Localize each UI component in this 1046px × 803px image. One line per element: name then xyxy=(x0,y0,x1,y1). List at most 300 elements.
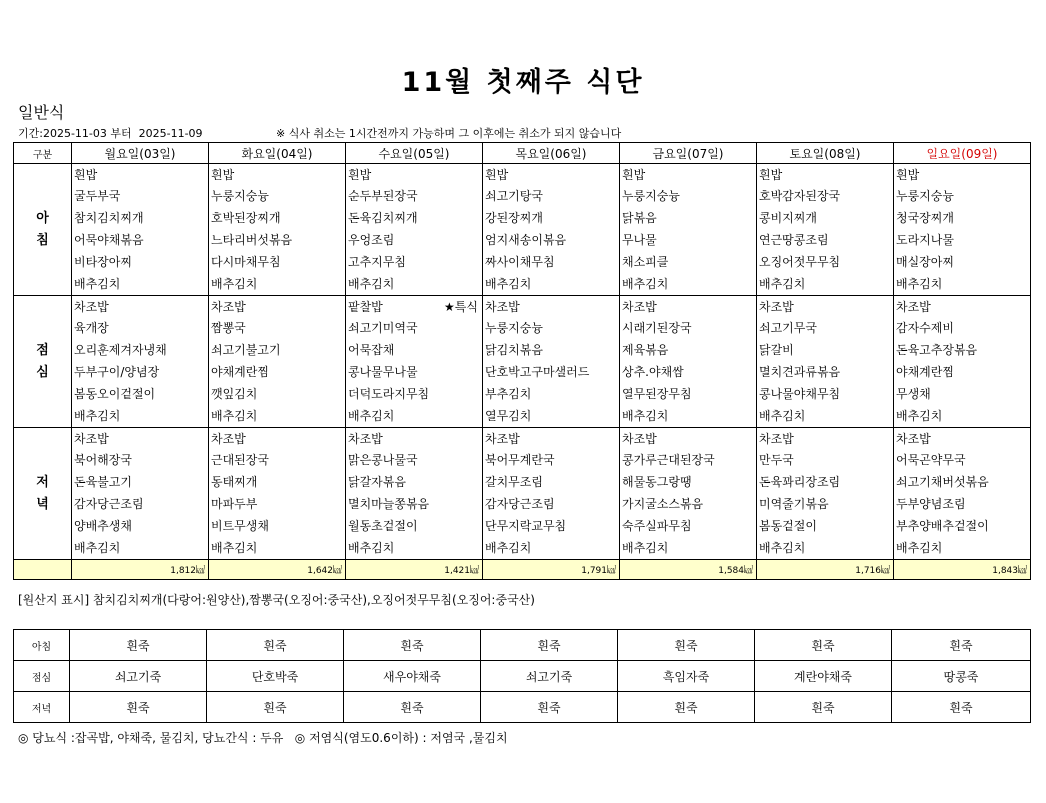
menu-item: 무나물 xyxy=(622,233,657,247)
menu-item-line xyxy=(485,405,619,427)
menu-item-line xyxy=(485,339,619,361)
menu-item-line xyxy=(622,273,756,295)
menu-item-line xyxy=(759,515,893,537)
breakfast-wed-cell xyxy=(346,164,483,296)
menu-item-line xyxy=(74,273,208,295)
menu-item-line xyxy=(759,449,893,471)
porridge-lunch-sun: 땅콩죽 xyxy=(892,661,1031,692)
menu-item: 시래기된장국 xyxy=(622,321,692,335)
dinner-mon-cell xyxy=(72,428,209,560)
porridge-breakfast-sat: 흰죽 xyxy=(755,630,892,661)
menu-item: 차조밥 xyxy=(759,432,794,446)
menu-item: 부추김치 xyxy=(485,387,532,401)
menu-item: 연근땅콩조림 xyxy=(759,233,829,247)
menu-item: 갈치무조림 xyxy=(485,475,543,489)
menu-item: 배추김치 xyxy=(485,277,532,291)
menu-item-line xyxy=(622,428,756,449)
porridge-breakfast-row xyxy=(14,630,1031,661)
menu-item-line xyxy=(896,229,1030,251)
breakfast-sun-cell xyxy=(894,164,1031,296)
menu-item-line xyxy=(759,229,893,251)
menu-item: 봄동겉절이 xyxy=(759,519,817,533)
menu-item-line xyxy=(348,493,482,515)
menu-item: 배추김치 xyxy=(896,409,943,423)
menu-item-line xyxy=(485,207,619,229)
menu-item-line xyxy=(211,164,345,185)
menu-item-line xyxy=(622,471,756,493)
menu-item-line xyxy=(348,405,482,427)
menu-item-line xyxy=(74,405,208,427)
menu-item: 차조밥 xyxy=(896,432,931,446)
calorie-sat: 1,716㎉ xyxy=(757,560,894,580)
breakfast-row xyxy=(14,164,1031,296)
menu-item: 쇠고기채버섯볶음 xyxy=(896,475,989,489)
menu-item-line xyxy=(622,515,756,537)
menu-item-line xyxy=(74,361,208,383)
menu-item: 배추김치 xyxy=(622,541,669,555)
porridge-dinner-sun: 흰죽 xyxy=(892,692,1031,723)
menu-item-line xyxy=(211,317,345,339)
menu-item: 숙주실파무침 xyxy=(622,519,692,533)
calorie-row xyxy=(14,560,1031,580)
menu-item: 두부구이/양념장 xyxy=(74,365,160,379)
porridge-dinner-mon: 흰죽 xyxy=(70,692,207,723)
menu-item-line xyxy=(211,537,345,559)
menu-item: 동태찌개 xyxy=(211,475,258,489)
menu-item: 누룽지숭늉 xyxy=(211,189,269,203)
menu-item: 북어무계란국 xyxy=(485,453,555,467)
menu-item-line xyxy=(896,361,1030,383)
header-day-wed: 수요일(05일) xyxy=(346,143,483,164)
menu-item: 돈육꽈리장조림 xyxy=(759,475,841,489)
menu-item-line xyxy=(759,537,893,559)
menu-item: 차조밥 xyxy=(485,300,520,314)
menu-item-line xyxy=(759,185,893,207)
menu-item: 닭김치볶음 xyxy=(485,343,543,357)
header-day-mon: 월요일(03일) xyxy=(72,143,209,164)
menu-item: 어묵곤약무국 xyxy=(896,453,966,467)
menu-item: 봄동오이겉절이 xyxy=(74,387,156,401)
menu-item-line xyxy=(622,339,756,361)
porridge-lunch-label: 점심 xyxy=(14,661,70,692)
calorie-label-cell xyxy=(14,560,72,580)
calorie-wed: 1,421㎉ xyxy=(346,560,483,580)
porridge-table xyxy=(13,629,1031,723)
menu-item: 배추김치 xyxy=(74,409,121,423)
lunch-sat-cell xyxy=(757,296,894,428)
menu-item: 차조밥 xyxy=(759,300,794,314)
menu-item-line xyxy=(348,207,482,229)
menu-item-line xyxy=(211,296,345,317)
menu-item-line xyxy=(759,493,893,515)
menu-item: 배추김치 xyxy=(622,277,669,291)
menu-item-line xyxy=(896,251,1030,273)
menu-item: 열무된장무침 xyxy=(622,387,692,401)
menu-item-line xyxy=(759,471,893,493)
menu-item: 닭갈비 xyxy=(759,343,794,357)
menu-item: 상추.야채쌈 xyxy=(622,365,684,379)
menu-item-line xyxy=(348,515,482,537)
menu-item-line xyxy=(211,207,345,229)
calorie-tue: 1,642㎉ xyxy=(209,560,346,580)
porridge-dinner-sat: 흰죽 xyxy=(755,692,892,723)
dinner-thu-cell xyxy=(483,428,620,560)
menu-item-line xyxy=(622,207,756,229)
breakfast-sat-cell xyxy=(757,164,894,296)
menu-item: 콩나물무나물 xyxy=(348,365,418,379)
menu-item-line xyxy=(485,449,619,471)
menu-item: 감자당근조림 xyxy=(485,497,555,511)
menu-item-line xyxy=(485,229,619,251)
menu-item: 야채계란찜 xyxy=(896,365,954,379)
dinner-row xyxy=(14,428,1031,560)
menu-item-line xyxy=(622,493,756,515)
menu-item: 짜사이채무침 xyxy=(485,255,555,269)
menu-item: 쇠고기불고기 xyxy=(211,343,281,357)
porridge-dinner-row xyxy=(14,692,1031,723)
header-day-thu: 목요일(06일) xyxy=(483,143,620,164)
porridge-lunch-mon: 쇠고기죽 xyxy=(70,661,207,692)
menu-item-line xyxy=(759,317,893,339)
menu-item: 맑은콩나물국 xyxy=(348,453,418,467)
menu-item-line xyxy=(74,493,208,515)
header-row xyxy=(14,143,1031,164)
menu-item: 배추김치 xyxy=(759,409,806,423)
lunch-row xyxy=(14,296,1031,428)
dinner-fri-cell xyxy=(620,428,757,560)
menu-item: 콩비지찌개 xyxy=(759,211,817,225)
breakfast-label: 아 침 xyxy=(14,164,72,296)
menu-item-line xyxy=(896,383,1030,405)
menu-item-line xyxy=(759,296,893,317)
lunch-mon-cell xyxy=(72,296,209,428)
menu-item: 차조밥 xyxy=(74,300,109,314)
menu-item-line xyxy=(485,273,619,295)
origin-notice: [원산지 표시] 참치김치찌개(다랑어:원양산),짬뽕국(오징어:중국산),오징어젓무무침(오징어:중국산) xyxy=(18,593,535,607)
menu-item: 돈육불고기 xyxy=(74,475,132,489)
menu-item: 북어해장국 xyxy=(74,453,132,467)
menu-item: 누룽지숭늉 xyxy=(622,189,680,203)
menu-item: 호박감자된장국 xyxy=(759,189,841,203)
menu-item-line xyxy=(485,317,619,339)
menu-item: 두부양념조림 xyxy=(896,497,966,511)
menu-item: 배추김치 xyxy=(759,541,806,555)
menu-item-line xyxy=(896,515,1030,537)
porridge-breakfast-thu: 흰죽 xyxy=(481,630,618,661)
menu-item: 매실장아찌 xyxy=(896,255,954,269)
menu-item: 강된장찌개 xyxy=(485,211,543,225)
dinner-label: 저 녁 xyxy=(14,428,72,560)
menu-item: 콩가루근대된장국 xyxy=(622,453,715,467)
porridge-dinner-tue: 흰죽 xyxy=(207,692,344,723)
porridge-breakfast-wed: 흰죽 xyxy=(344,630,481,661)
menu-item-line xyxy=(74,207,208,229)
porridge-lunch-wed: 새우야채죽 xyxy=(344,661,481,692)
menu-item-line xyxy=(211,273,345,295)
menu-item: 오징어젓무무침 xyxy=(759,255,841,269)
lunch-thu-cell xyxy=(483,296,620,428)
menu-item: 배추김치 xyxy=(211,409,258,423)
calorie-mon: 1,812㎉ xyxy=(72,560,209,580)
menu-item-line xyxy=(348,383,482,405)
dinner-sat-cell xyxy=(757,428,894,560)
menu-item: 미역줄기볶음 xyxy=(759,497,829,511)
menu-item: 느타리버섯볶음 xyxy=(211,233,293,247)
lunch-tue-cell xyxy=(209,296,346,428)
menu-item-line xyxy=(622,361,756,383)
menu-item: 야채계란찜 xyxy=(211,365,269,379)
menu-item-line xyxy=(211,493,345,515)
menu-item: 팥찰밥 xyxy=(348,300,383,314)
menu-item: 닭갈자볶음 xyxy=(348,475,406,489)
menu-item: 흰밥 xyxy=(485,168,509,182)
lunch-sun-cell xyxy=(894,296,1031,428)
menu-item: 비트무생채 xyxy=(211,519,269,533)
menu-item-line xyxy=(622,164,756,185)
menu-item: 배추김치 xyxy=(348,277,395,291)
menu-item-line xyxy=(348,273,482,295)
weekly-menu-table xyxy=(13,142,1031,580)
menu-item: 쇠고기미역국 xyxy=(348,321,418,335)
menu-item: 누룽지숭늉 xyxy=(485,321,543,335)
special-meal-badge: ★특식 xyxy=(444,300,478,314)
porridge-lunch-thu: 쇠고기죽 xyxy=(481,661,618,692)
menu-item: 어묵야채볶음 xyxy=(74,233,144,247)
menu-item-line xyxy=(622,185,756,207)
menu-item: 쇠고기탕국 xyxy=(485,189,543,203)
menu-item-line xyxy=(211,428,345,449)
menu-item-line xyxy=(896,207,1030,229)
menu-item-line xyxy=(896,273,1030,295)
menu-item: 부추양배추겉절이 xyxy=(896,519,989,533)
menu-item: 배추김치 xyxy=(211,277,258,291)
menu-item-line xyxy=(485,428,619,449)
menu-item: 감자당근조림 xyxy=(74,497,144,511)
menu-item: 쇠고기무국 xyxy=(759,321,817,335)
menu-item: 차조밥 xyxy=(74,432,109,446)
menu-item: 어묵잡채 xyxy=(348,343,395,357)
menu-item: 더덕도라지무침 xyxy=(348,387,430,401)
menu-item-line xyxy=(759,164,893,185)
menu-item: 차조밥 xyxy=(211,300,246,314)
porridge-breakfast-label: 아침 xyxy=(14,630,70,661)
menu-item: 콩나물야채무침 xyxy=(759,387,841,401)
menu-item-line xyxy=(622,296,756,317)
period-text: 기간:2025-11-03 부터 2025-11-09 xyxy=(18,127,203,140)
porridge-dinner-fri: 흰죽 xyxy=(618,692,755,723)
menu-item-line xyxy=(348,449,482,471)
menu-item-line xyxy=(485,471,619,493)
menu-item-line xyxy=(896,185,1030,207)
menu-item-line xyxy=(485,296,619,317)
menu-item: 배추김치 xyxy=(896,541,943,555)
menu-item-line xyxy=(622,537,756,559)
menu-item: 멸치마늘쫑볶음 xyxy=(348,497,430,511)
porridge-dinner-wed: 흰죽 xyxy=(344,692,481,723)
menu-item: 배추김치 xyxy=(759,277,806,291)
menu-item: 호박된장찌개 xyxy=(211,211,281,225)
menu-item: 돈육고추장볶음 xyxy=(896,343,978,357)
porridge-breakfast-tue: 흰죽 xyxy=(207,630,344,661)
menu-item: 순두부된장국 xyxy=(348,189,418,203)
menu-item: 짬뽕국 xyxy=(211,321,246,335)
menu-item: 차조밥 xyxy=(896,300,931,314)
menu-item: 월동초겉절이 xyxy=(348,519,418,533)
menu-item: 단무지락교무침 xyxy=(485,519,567,533)
menu-item-line xyxy=(896,449,1030,471)
menu-item: 양배추생채 xyxy=(74,519,132,533)
menu-item: 단호박고구마샐러드 xyxy=(485,365,590,379)
dinner-tue-cell xyxy=(209,428,346,560)
breakfast-tue-cell xyxy=(209,164,346,296)
menu-item: 제육볶음 xyxy=(622,343,669,357)
menu-item-line xyxy=(759,428,893,449)
menu-item-line xyxy=(622,229,756,251)
menu-item: 청국장찌개 xyxy=(896,211,954,225)
menu-item-line xyxy=(211,361,345,383)
menu-item: 흰밥 xyxy=(622,168,646,182)
menu-item: 차조밥 xyxy=(622,432,657,446)
menu-item: 흰밥 xyxy=(348,168,372,182)
menu-item: 만두국 xyxy=(759,453,794,467)
menu-item: 해물동그랑땡 xyxy=(622,475,692,489)
porridge-breakfast-fri: 흰죽 xyxy=(618,630,755,661)
menu-item-line xyxy=(759,207,893,229)
porridge-breakfast-sun: 흰죽 xyxy=(892,630,1031,661)
menu-item: 가지굴소스볶음 xyxy=(622,497,704,511)
menu-item: 엄지새송이볶음 xyxy=(485,233,567,247)
menu-item-line xyxy=(622,317,756,339)
menu-item-line xyxy=(896,164,1030,185)
lunch-fri-cell xyxy=(620,296,757,428)
menu-item: 근대된장국 xyxy=(211,453,269,467)
menu-item: 마파두부 xyxy=(211,497,258,511)
porridge-dinner-label: 저녁 xyxy=(14,692,70,723)
menu-item-line xyxy=(485,164,619,185)
breakfast-mon-cell xyxy=(72,164,209,296)
cancel-notice: ※ 식사 취소는 1시간전까지 가능하며 그 이후에는 취소가 되지 않습니다 xyxy=(276,127,622,140)
menu-item-line xyxy=(896,296,1030,317)
menu-item-line xyxy=(348,229,482,251)
menu-item-line xyxy=(485,537,619,559)
menu-item: 감자수제비 xyxy=(896,321,954,335)
menu-item: 배추김치 xyxy=(348,541,395,555)
menu-item-line xyxy=(759,273,893,295)
menu-item-line xyxy=(348,339,482,361)
menu-item-line xyxy=(348,361,482,383)
porridge-lunch-tue: 단호박죽 xyxy=(207,661,344,692)
menu-item: 배추김치 xyxy=(348,409,395,423)
porridge-dinner-thu: 흰죽 xyxy=(481,692,618,723)
menu-item-line xyxy=(759,251,893,273)
menu-item-line xyxy=(348,185,482,207)
porridge-lunch-row xyxy=(14,661,1031,692)
menu-item-line xyxy=(211,515,345,537)
menu-item-line xyxy=(622,449,756,471)
menu-item: 무생채 xyxy=(896,387,931,401)
menu-type-subtitle: 일반식 xyxy=(18,103,65,122)
menu-item-line xyxy=(896,537,1030,559)
menu-item-line xyxy=(348,428,482,449)
menu-item-line xyxy=(485,251,619,273)
page-title: 11월 첫째주 식단 xyxy=(401,67,645,98)
diet-footnote: ◎ 당뇨식 :잡곡밥, 야채죽, 물김치, 당뇨간식 : 두유 ◎ 저염식(염도0.6이하) : 저염국 ,물김치 xyxy=(18,731,508,745)
menu-item-line xyxy=(74,537,208,559)
menu-item: 닭볶음 xyxy=(622,211,657,225)
menu-item-line xyxy=(74,428,208,449)
menu-item: 깻잎김치 xyxy=(211,387,258,401)
menu-item-line xyxy=(348,317,482,339)
lunch-wed-cell xyxy=(346,296,483,428)
menu-item-line xyxy=(759,339,893,361)
menu-item-line xyxy=(74,515,208,537)
menu-item-line xyxy=(211,405,345,427)
menu-item-line xyxy=(622,251,756,273)
menu-item-line xyxy=(74,383,208,405)
menu-item-line xyxy=(74,229,208,251)
menu-item-line xyxy=(896,339,1030,361)
menu-item-line xyxy=(622,405,756,427)
menu-item: 우엉조림 xyxy=(348,233,395,247)
menu-item: 배추김치 xyxy=(485,541,532,555)
menu-item-line xyxy=(622,383,756,405)
menu-item: 비타장아찌 xyxy=(74,255,132,269)
menu-item-line xyxy=(211,471,345,493)
menu-item: 굴두부국 xyxy=(74,189,121,203)
menu-item-line xyxy=(211,383,345,405)
menu-item-line xyxy=(759,405,893,427)
menu-item: 고추지무침 xyxy=(348,255,406,269)
menu-item: 흰밥 xyxy=(74,168,98,182)
menu-item-line xyxy=(485,185,619,207)
menu-item: 배추김치 xyxy=(211,541,258,555)
menu-item: 차조밥 xyxy=(485,432,520,446)
menu-item: 육개장 xyxy=(74,321,109,335)
menu-item: 누룽지숭늉 xyxy=(896,189,954,203)
menu-item-line xyxy=(896,428,1030,449)
calorie-fri: 1,584㎉ xyxy=(620,560,757,580)
menu-item-line xyxy=(211,339,345,361)
porridge-lunch-fri: 흑임자죽 xyxy=(618,661,755,692)
menu-item-line xyxy=(74,164,208,185)
lunch-label: 점 심 xyxy=(14,296,72,428)
menu-item-line xyxy=(485,383,619,405)
menu-item-line xyxy=(74,449,208,471)
menu-item: 다시마채무침 xyxy=(211,255,281,269)
header-gubun: 구분 xyxy=(14,143,72,164)
menu-item-line xyxy=(896,471,1030,493)
menu-item-line xyxy=(211,251,345,273)
calorie-thu: 1,791㎉ xyxy=(483,560,620,580)
header-day-sun: 일요일(09일) xyxy=(894,143,1031,164)
menu-item: 흰밥 xyxy=(211,168,235,182)
menu-item-line xyxy=(759,383,893,405)
menu-item-line xyxy=(485,361,619,383)
menu-item: 배추김치 xyxy=(74,277,121,291)
menu-item: 차조밥 xyxy=(348,432,383,446)
menu-item: 차조밥 xyxy=(622,300,657,314)
menu-item: 흰밥 xyxy=(759,168,783,182)
menu-item-line xyxy=(211,185,345,207)
menu-item: 배추김치 xyxy=(622,409,669,423)
menu-item: 멸치견과류볶음 xyxy=(759,365,841,379)
calorie-sun: 1,843㎉ xyxy=(894,560,1031,580)
menu-item: 배추김치 xyxy=(74,541,121,555)
menu-item-line xyxy=(74,317,208,339)
menu-item-line xyxy=(485,493,619,515)
menu-item-line xyxy=(74,471,208,493)
menu-item-line xyxy=(348,164,482,185)
